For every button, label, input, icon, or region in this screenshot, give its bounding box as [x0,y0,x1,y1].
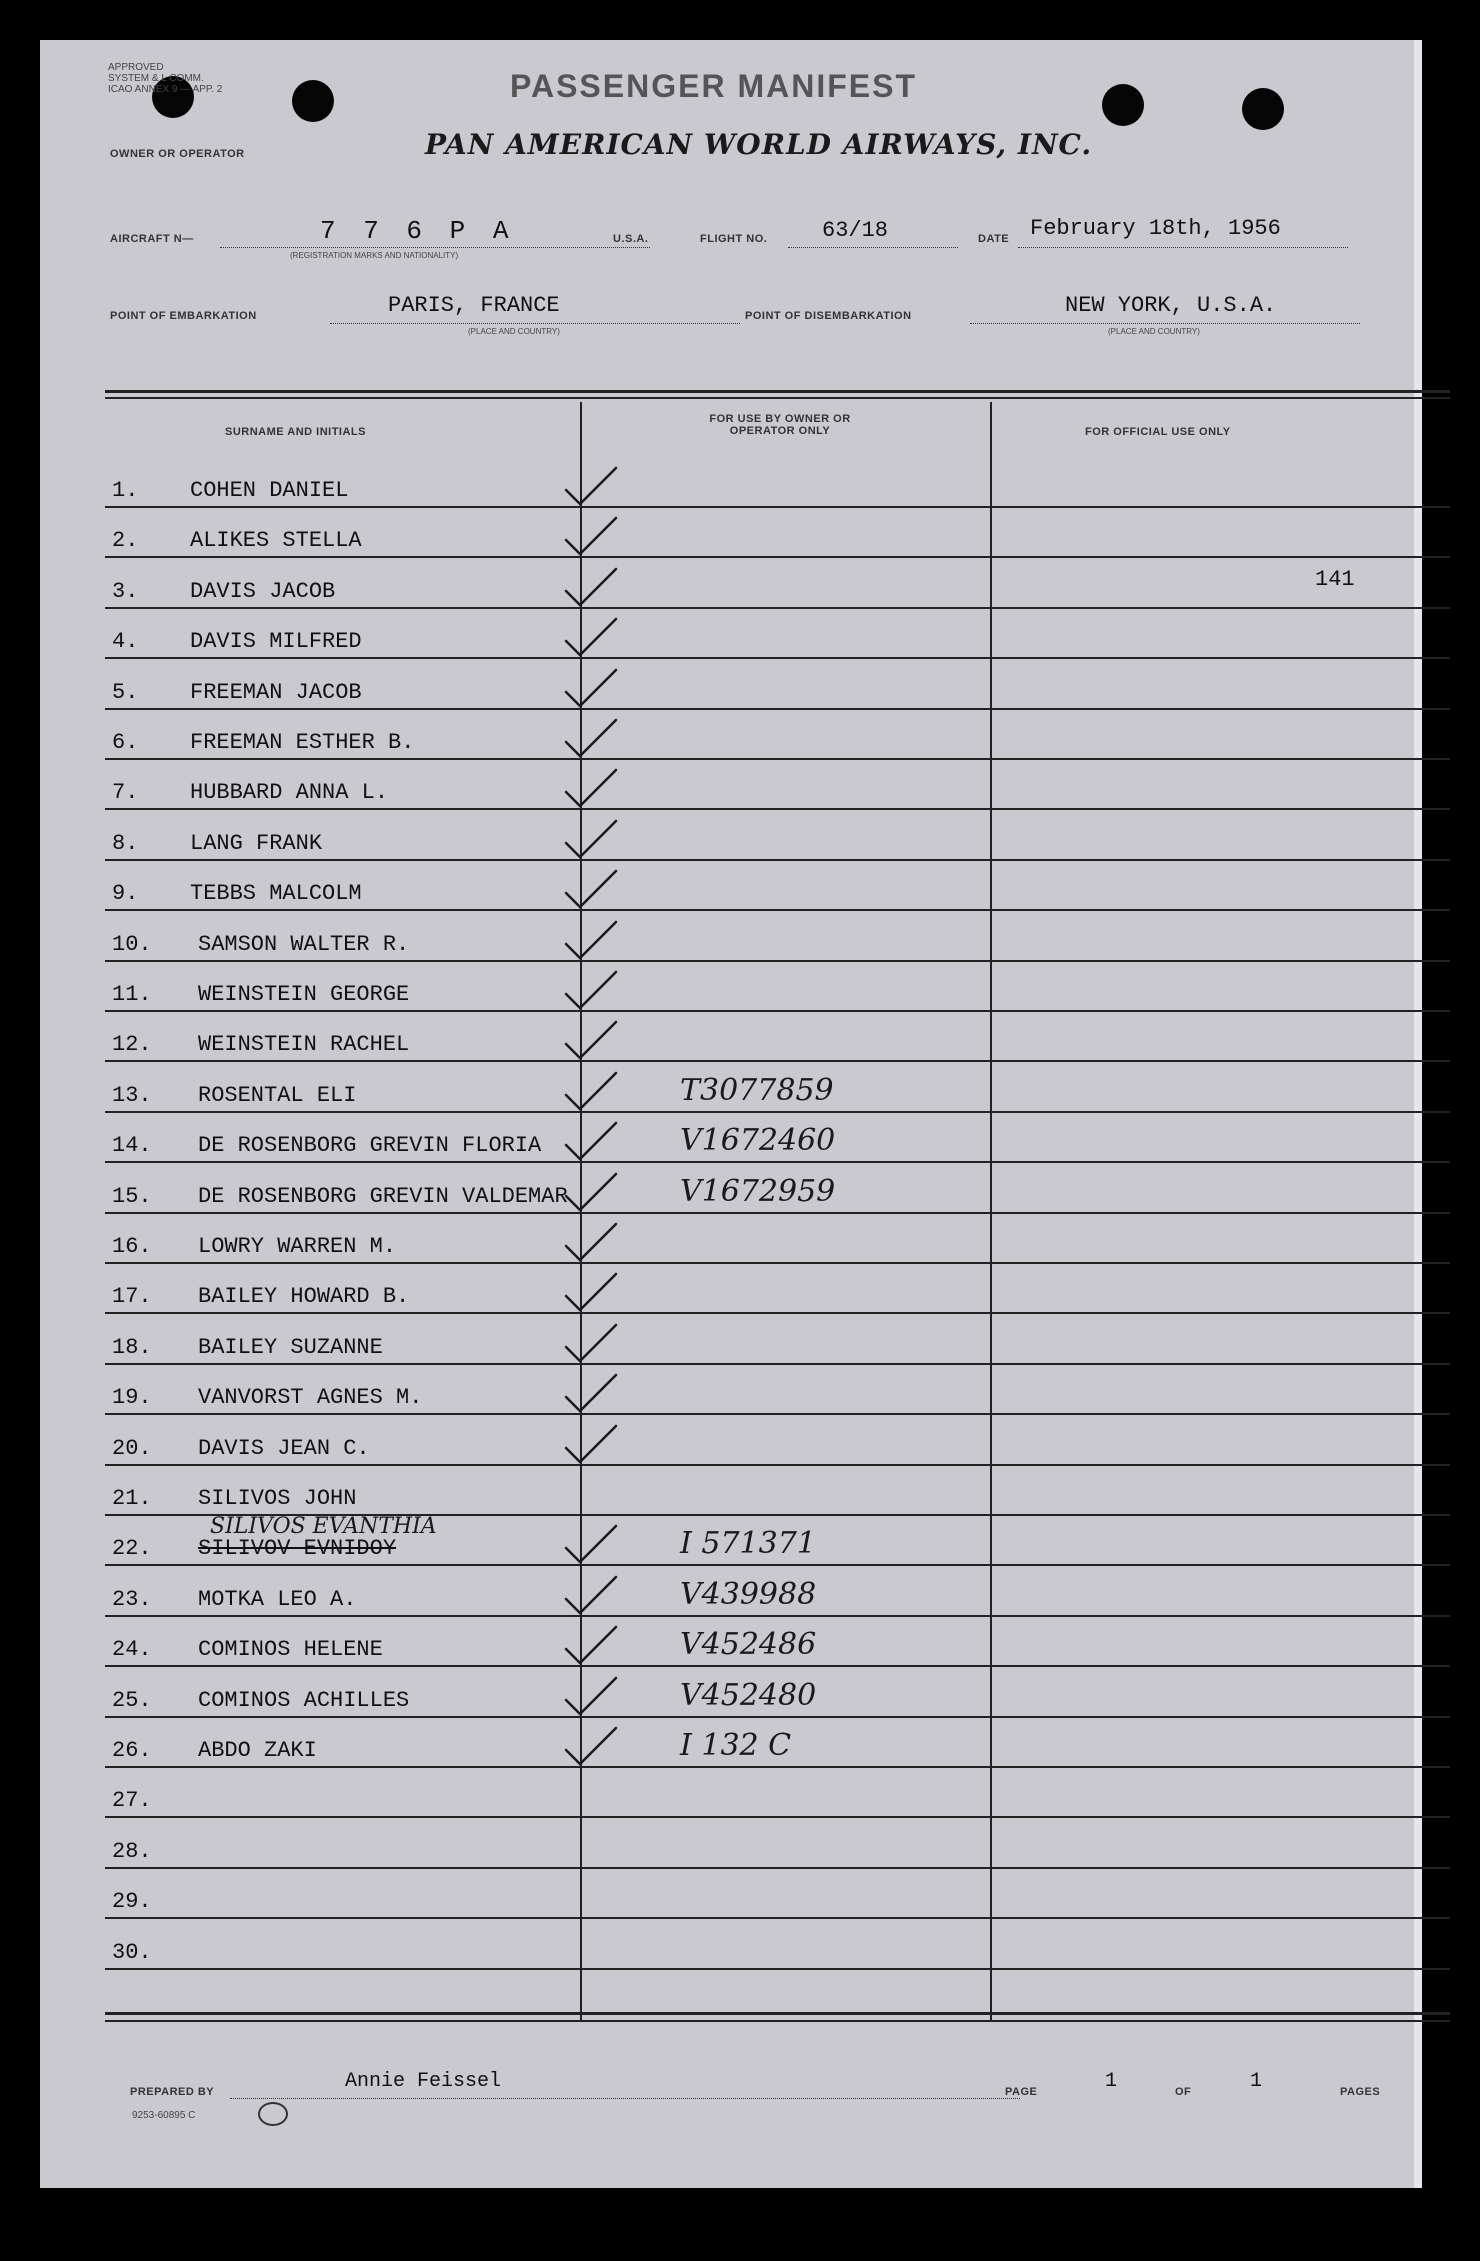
prepared-by-value: Annie Feissel [345,2070,502,2093]
disembarkation-label: POINT OF DISEMBARKATION [745,310,912,322]
check-mark-icon [560,1571,620,1621]
col-owner-header: FOR USE BY OWNER OR OPERATOR ONLY [709,413,851,437]
row-rule [105,1010,1450,1012]
table-bottom-rule [105,2012,1450,2015]
passenger-name: FREEMAN ESTHER B. [190,730,415,755]
row-number: 2. [112,528,139,554]
row-rule [105,1312,1450,1314]
check-mark-icon [560,1672,620,1722]
row-number: 13. [112,1082,152,1108]
aircraft-label: AIRCRAFT N— [110,233,194,245]
row-rule [105,960,1450,962]
check-mark-icon [560,714,620,764]
approval-line: APPROVED [108,62,164,73]
passenger-name: DAVIS MILFRED [190,629,362,655]
name-correction: SILIVOS EVANTHIA [210,1514,437,1540]
check-mark-icon [560,1621,620,1671]
aircraft-value: 7 7 6 P A [320,216,515,246]
usa-label: U.S.A. [613,233,649,245]
row-number: 4. [112,629,139,655]
passport-number: V1672959 [680,1173,836,1209]
of-label: OF [1175,2086,1192,2098]
flight-number: 63/18 [822,218,889,243]
row-rule [105,1816,1450,1818]
place-caption: (PLACE AND COUNTRY) [468,327,560,336]
embarkation-value: PARIS, FRANCE [388,293,560,318]
row-rule [105,607,1450,609]
row-number: 1. [112,478,139,503]
row-rule [105,808,1450,810]
flight-date: February 18th, 1956 [1030,216,1281,241]
col-surname-header: SURNAME AND INITIALS [225,426,366,438]
check-mark-icon [560,966,620,1016]
row-number: 21. [112,1486,152,1511]
table-top-rule [105,397,1450,399]
row-rule [105,1413,1450,1415]
check-mark-icon [560,1268,620,1318]
col-official-header: FOR OFFICIAL USE ONLY [1085,426,1231,438]
row-rule [105,758,1450,760]
row-number: 24. [112,1637,152,1663]
punch-hole [1102,84,1144,126]
row-rule [105,1111,1450,1113]
row-number: 6. [112,730,139,755]
row-number: 3. [112,578,139,604]
passport-number: V439988 [680,1576,817,1612]
row-rule [105,556,1450,558]
row-number: 8. [112,830,139,856]
passenger-name: SILIVOV EVNIDOY [198,1536,397,1562]
row-number: 9. [112,881,139,907]
passenger-name: COHEN DANIEL [190,478,349,503]
row-number: 7. [112,780,139,806]
form-title: PASSENGER MANIFEST [510,68,917,104]
row-rule [105,1867,1450,1869]
passport-number: I 571371 [680,1526,816,1562]
punch-hole [292,80,334,122]
check-mark-icon [560,1016,620,1066]
row-number: 14. [112,1133,152,1159]
table-top-rule [105,390,1450,393]
passenger-name: BAILEY SUZANNE [198,1334,383,1360]
passport-number: T3077859 [680,1072,834,1108]
passenger-name: TEBBS MALCOLM [190,881,362,907]
check-mark-icon [560,764,620,814]
row-rule [105,1363,1450,1365]
passenger-name: LANG FRANK [190,830,323,856]
passenger-name: SAMSON WALTER R. [198,931,410,957]
row-rule [105,1161,1450,1163]
row-rule [105,859,1450,861]
passenger-name: DAVIS JACOB [190,578,336,604]
disembarkation-value: NEW YORK, U.S.A. [1065,293,1277,318]
row-rule [105,1968,1450,1970]
row-number: 10. [112,931,152,957]
check-mark-icon [560,1117,620,1167]
place-caption: (PLACE AND COUNTRY) [1108,327,1200,336]
check-mark-icon [560,1067,620,1117]
operator-name: PAN AMERICAN WORLD AIRWAYS, INC. [425,128,1093,161]
check-mark-icon [560,664,620,714]
date-label: DATE [978,233,1010,245]
passport-number: V452480 [680,1677,817,1713]
row-number: 15. [112,1183,152,1209]
passenger-name: HUBBARD ANNA L. [190,780,389,806]
passenger-name: VANVORST AGNES M. [198,1385,423,1411]
row-number: 30. [112,1939,152,1965]
row-number: 22. [112,1536,152,1562]
form-number: 9253-60895 C [132,2110,196,2121]
row-number: 29. [112,1889,152,1915]
row-rule [105,506,1450,508]
passenger-name: COMINOS ACHILLES [198,1687,410,1713]
row-number: 11. [112,982,152,1007]
prepared-label: PREPARED BY [130,2086,215,2098]
row-rule [105,1262,1450,1264]
passenger-name: DE ROSENBORG GREVIN VALDEMAR [198,1183,568,1209]
passenger-name: ABDO ZAKI [198,1738,317,1763]
official-entry: 141 [1315,566,1355,592]
row-rule [105,909,1450,911]
check-mark-icon [560,563,620,613]
passport-number: I 132 C [680,1728,792,1763]
row-rule [105,708,1450,710]
check-mark-icon [560,865,620,915]
passenger-name: SILIVOS JOHN [198,1486,357,1511]
row-number: 23. [112,1586,152,1612]
row-number: 19. [112,1385,152,1411]
check-mark-icon [560,1420,620,1470]
check-mark-icon [560,1369,620,1419]
row-rule [105,1464,1450,1466]
row-rule [105,1615,1450,1617]
row-rule [105,1060,1450,1062]
row-number: 26. [112,1738,152,1763]
pages-value: 1 [1250,2070,1263,2093]
row-number: 17. [112,1284,152,1310]
approval-note [108,62,222,95]
passport-number: V452486 [680,1627,817,1663]
owner-label: OWNER OR OPERATOR [110,148,245,160]
check-mark-icon [560,512,620,562]
approval-line: ICAO ANNEX 9 — APP. 2 [108,84,223,95]
check-mark-icon [560,1319,620,1369]
embarkation-label: POINT OF EMBARKATION [110,310,257,322]
row-number: 16. [112,1234,152,1259]
passenger-name: DAVIS JEAN C. [198,1435,370,1461]
passenger-name: ROSENTAL ELI [198,1082,357,1108]
row-number: 28. [112,1838,152,1864]
row-rule [105,1917,1450,1919]
row-number: 25. [112,1687,152,1713]
passenger-name: WEINSTEIN GEORGE [198,982,410,1007]
row-rule [105,1766,1450,1768]
table-bottom-rule [105,2020,1450,2022]
page-label: PAGE [1005,2086,1038,2098]
row-rule [105,1716,1450,1718]
check-mark-icon [560,462,620,512]
check-mark-icon [560,916,620,966]
passenger-name: COMINOS HELENE [198,1637,383,1663]
row-number: 5. [112,679,139,705]
approval-line: SYSTEM & L COMM. [108,73,204,84]
check-mark-icon [560,1168,620,1218]
check-mark-icon [560,1722,620,1772]
row-number: 12. [112,1032,152,1058]
row-number: 27. [112,1788,152,1814]
row-number: 20. [112,1435,152,1461]
row-rule [105,657,1450,659]
passport-number: V1672460 [680,1123,836,1159]
registration-caption: (REGISTRATION MARKS AND NATIONALITY) [290,251,459,260]
flight-label: FLIGHT NO. [700,233,768,245]
passenger-name: DE ROSENBORG GREVIN FLORIA [198,1133,542,1159]
check-mark-icon [560,1218,620,1268]
row-rule [105,1212,1450,1214]
passenger-name: MOTKA LEO A. [198,1586,357,1612]
pages-label: PAGES [1340,2086,1381,2098]
punch-hole [1242,88,1284,130]
passenger-name: WEINSTEIN RACHEL [198,1032,410,1058]
manifest-sheet [40,40,1422,2188]
passenger-name: BAILEY HOWARD B. [198,1284,410,1310]
row-number: 18. [112,1334,152,1360]
passenger-name: LOWRY WARREN M. [198,1234,397,1259]
passenger-name: ALIKES STELLA [190,528,362,554]
union-bug-icon [258,2102,288,2126]
page-value: 1 [1105,2070,1118,2093]
row-rule [105,1665,1450,1667]
check-mark-icon [560,613,620,663]
passenger-name: FREEMAN JACOB [190,679,362,705]
row-rule [105,1564,1450,1566]
check-mark-icon [560,815,620,865]
check-mark-icon [560,1520,620,1570]
